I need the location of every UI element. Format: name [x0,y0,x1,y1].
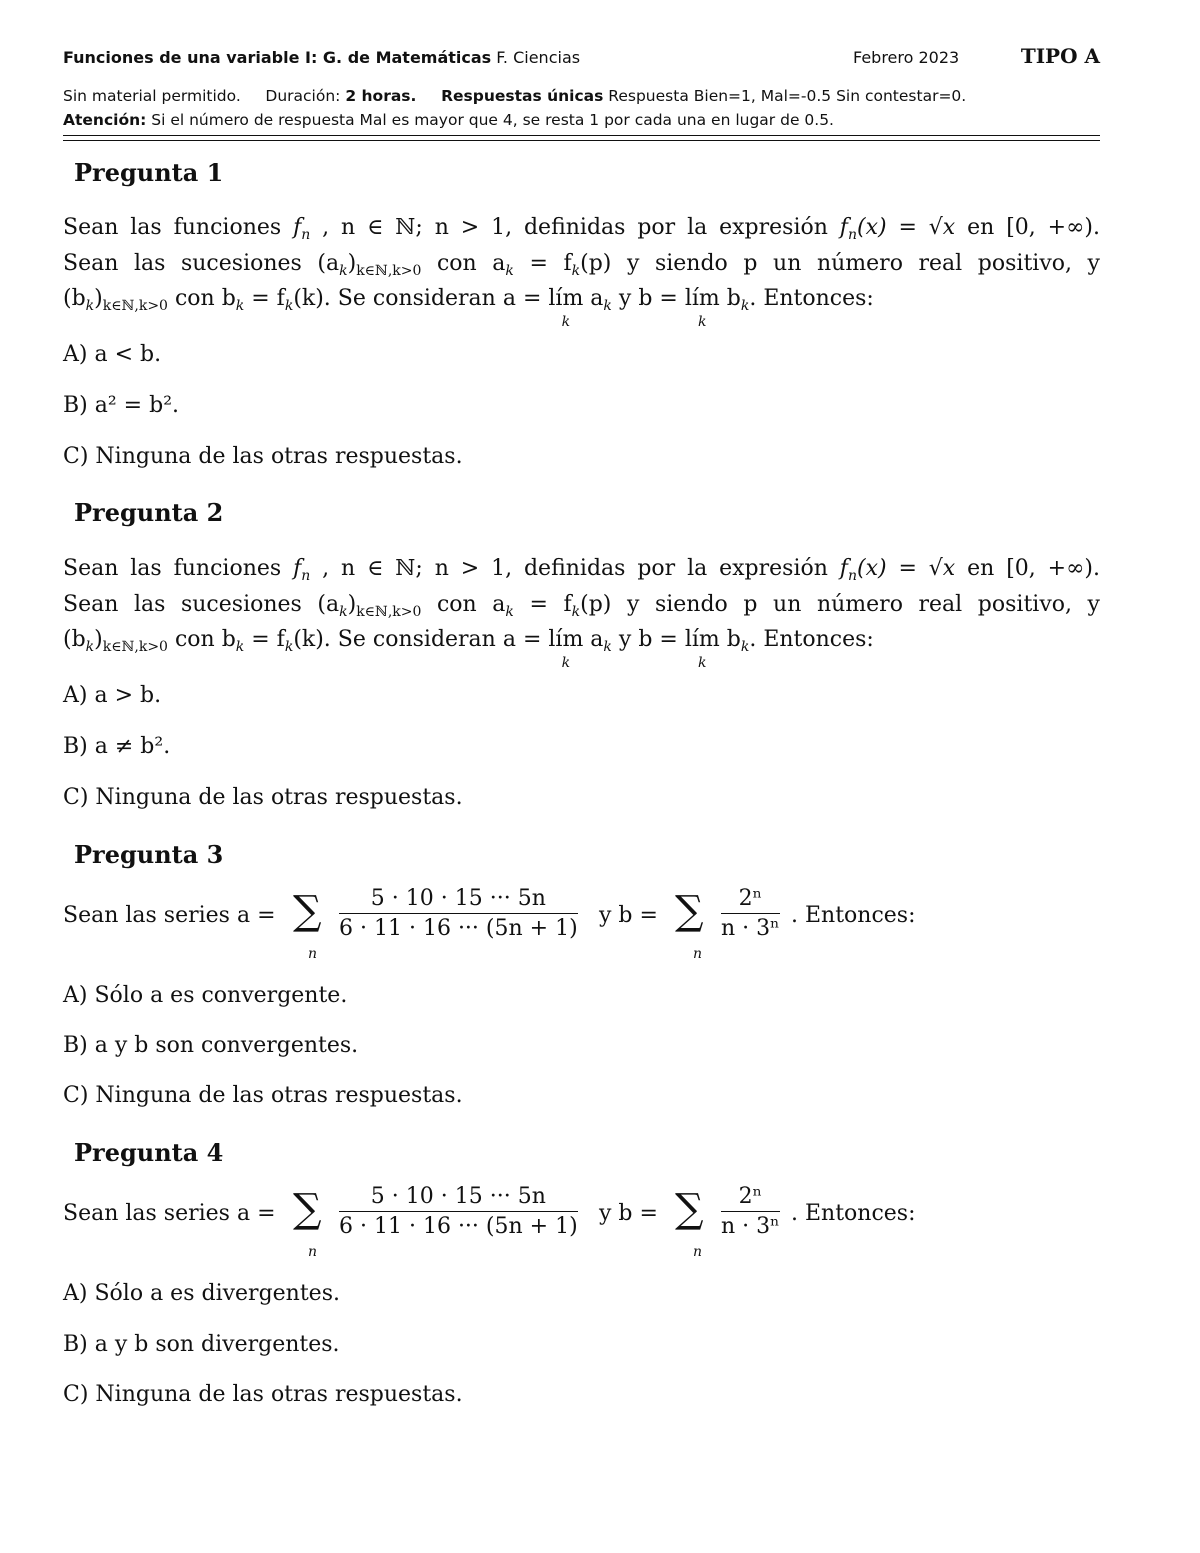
stem-line-2: Sean las sucesiones $(a_k)_{k\in ℕ,k>0}$ con $a_k = f_k(p)$ y siendo p un número real positivo, y [63,250,1100,279]
question-4-title: Pregunta 4 [74,1138,224,1167]
course-title [63,48,580,67]
series-lead: Sean las series a = [63,1201,276,1226]
question-4-option-a: A) Sólo a es divergentes. [63,1281,340,1306]
question-4-option-c: C) Ninguna de las otras respuestas. [63,1382,463,1407]
sigma-b-index: n [693,1244,703,1260]
exam-date: Febrero 2023 [853,48,960,67]
header-line-1 [63,44,1100,72]
sigma-b: ∑ [675,888,704,934]
faculty: F. Ciencias [491,48,581,67]
question-3-option-b: B) a y b son convergentes. [63,1033,359,1058]
question-1-option-b: B) a² = b². [63,393,180,418]
series-lead: Sean las series a = [63,903,276,928]
question-2-option-c: C) Ninguna de las otras respuestas. [63,785,463,810]
stem-line-3: $(b_k)_{k\in ℕ,k>0}$ con $b_k = f_k(k)$. Se consideran a = lím k $a_k$ y b = lím k $b_k$. Entonces: [63,286,874,330]
exam-type: TIPO A [1020,44,1100,68]
question-1-stem [63,210,1100,330]
duration-label: Duración: [265,87,346,105]
stem-line-3: $(b_k)_{k\in ℕ,k>0}$ con $b_k = f_k(k)$. Se consideran a = lím k $a_k$ y b = lím k $b_k$. Entonces: [63,627,874,671]
question-3-title: Pregunta 3 [74,840,224,869]
duration-value: 2 horas. [345,87,417,105]
sigma-b: ∑ [675,1186,704,1232]
no-material-note: Sin material permitido. [63,87,241,105]
sigma-a-index: n [308,1244,318,1260]
course-name: Funciones de una variable I: G. de Matemáticas [63,48,492,67]
sigma-b-index: n [693,946,703,962]
attention-label: Atención: [63,111,147,129]
question-3-option-c: C) Ninguna de las otras respuestas. [63,1083,463,1108]
question-2-option-a: A) a > b. [63,683,162,708]
header-line-3 [63,111,1100,129]
series-tail: . Entonces: [791,1201,916,1226]
question-3-option-a: A) Sólo a es convergente. [63,983,348,1008]
series-tail: . Entonces: [791,903,916,928]
question-1-title: Pregunta 1 [74,158,224,187]
fraction-b: $\frac{\text{2ⁿ}}{\text{n · 3ⁿ}}$ [721,886,780,941]
stem-line-1: Sean las funciones $f_n$ , n ∈ ℕ; n > 1, definidas por la expresión $f_n(x) = √x$ en [0, +∞). [63,215,1100,243]
sigma-a: ∑ [293,1186,322,1232]
question-2-stem [63,551,1100,671]
header-line-2 [63,87,1100,105]
question-2-option-b: B) a ≠ b². [63,734,171,759]
sigma-a-index: n [308,946,318,962]
question-1-option-a: A) a < b. [63,342,162,367]
attention-text: Si el número de respuesta Mal es mayor que 4, se resta 1 por cada una en lugar de 0.5. [146,111,834,129]
series-mid: y b = [599,903,658,928]
answer-mode: Respuestas únicas [441,87,604,105]
fraction-a: $\frac{5 \cdot 10 \cdot 15 \cdot\cdot\cdot 5n}{6 \cdot 11 \cdot 16 \cdot\cdot\cdot (5n + 1)}$ [339,1184,578,1239]
question-1-option-c: C) Ninguna de las otras respuestas. [63,444,463,469]
scoring-rules: Respuesta Bien=1, Mal=-0.5 Sin contestar=0. [603,87,967,105]
question-2-title: Pregunta 2 [74,498,224,527]
sigma-a: ∑ [293,888,322,934]
header-rule-bottom [63,140,1100,141]
stem-line-2: Sean las sucesiones $(a_k)_{k\in ℕ,k>0}$ con $a_k = f_k(p)$ y siendo p un número real positivo, y [63,591,1100,620]
fraction-a: $\frac{5 \cdot 10 \cdot 15 \cdot\cdot\cdot 5n}{6 \cdot 11 \cdot 16 \cdot\cdot\cdot (5n + 1)}$ [339,886,578,941]
header-rule-top [63,135,1100,136]
fraction-b: $\frac{\text{2ⁿ}}{\text{n · 3ⁿ}}$ [721,1184,780,1239]
series-mid: y b = [599,1201,658,1226]
question-4-option-b: B) a y b son divergentes. [63,1332,340,1357]
stem-line-1: Sean las funciones $f_n$ , n ∈ ℕ; n > 1, definidas por la expresión $f_n(x) = √x$ en [0, +∞). [63,556,1100,584]
